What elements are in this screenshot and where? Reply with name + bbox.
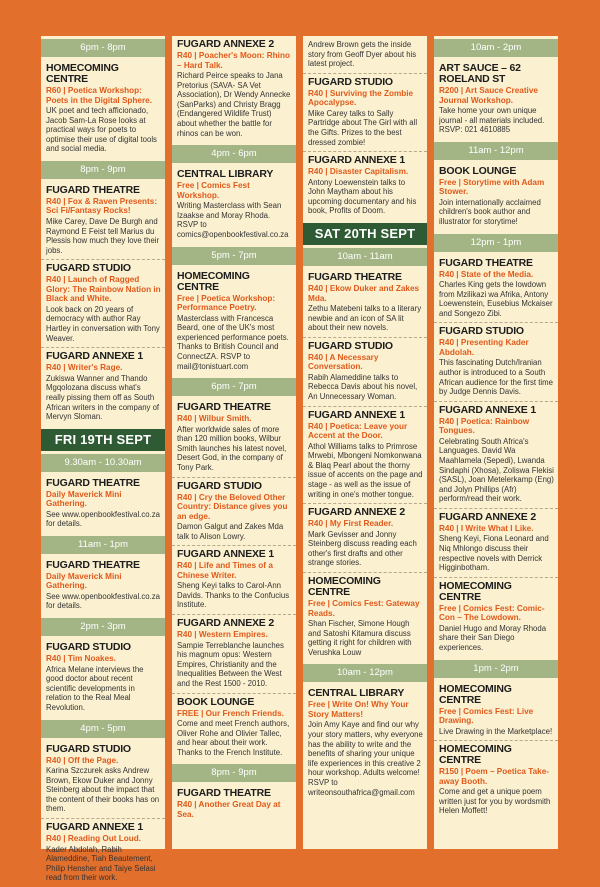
event-venue: HOMECOMING CENTRE [439, 743, 512, 767]
event-listing [434, 681, 558, 741]
event-venue: FUGARD STUDIO [308, 75, 393, 88]
event-venue: FUGARD ANNEXE 1 [308, 154, 405, 167]
event-listing [41, 60, 165, 158]
event-venue: FUGARD THEATRE [46, 183, 140, 196]
event-description: This fascinating Dutch/Iranian author is introduced to a South African audience for the first time by Judge Dennis Davis. [439, 358, 553, 397]
event-venue: FUGARD ANNEXE 2 [177, 617, 274, 630]
event-title: Free | Comics Fest Workshop. [177, 181, 250, 200]
event-listing [303, 406, 427, 504]
event-title: Free | Comics Fest: Gateway Reads. [308, 599, 420, 618]
event-description: Karina Szczurek asks Andrew Brown, Ekow Duker and Jonny Steinberg about the impact that the content of their books has on them. [46, 766, 160, 814]
time-slot-header: 2pm - 3pm [41, 618, 165, 636]
event-description: Charles King gets the lowdown from Mzilikazi wa Afrika, Antony Loewenstein, Eusebius Mckaiser and Songezo Zibi. [439, 280, 553, 318]
event-title: FREE | Our French Friends. [177, 708, 284, 718]
event-description: Writing Masterclass with Sean Izaakse and Moray Rhoda. RSVP to comics@openbookfestival.co.za [177, 201, 289, 239]
time-slot-header: 11am - 1pm [41, 536, 165, 554]
day-header: FRI 19TH SEPT [41, 429, 165, 451]
event-listing [41, 557, 165, 615]
event-title: R40 | Another Great Day at Sea. [177, 800, 281, 819]
event-title: R40 | Presenting Kader Abdolah. [439, 338, 529, 357]
event-listing [303, 503, 427, 572]
event-venue: FUGARD STUDIO [46, 742, 131, 755]
event-listing [303, 337, 427, 406]
event-description: Mike Carey, Dave De Burgh and Raymond E Feist tell Marius du Plessis how much they love their jobs. [46, 216, 160, 255]
event-venue: ART SAUCE – 62 ROELAND ST [439, 62, 521, 85]
event-listing [434, 322, 558, 400]
event-title: R40 | Fox & Raven Presents: Sci Fi/Fantasy Rocks! [46, 196, 158, 216]
event-listing [434, 401, 558, 508]
time-slot-header: 10am - 12pm [303, 664, 427, 682]
time-slot-header: 10am - 2pm [434, 39, 558, 57]
time-slot-header: 10am - 11am [303, 248, 427, 266]
event-listing [434, 60, 558, 139]
time-slot-header: 5pm - 7pm [172, 247, 296, 265]
event-listing [303, 36, 427, 73]
event-venue: FUGARD STUDIO [439, 325, 524, 338]
event-listing [41, 818, 165, 887]
event-description: Sheng Keyi, Fiona Leonard and Niq Mhlongo discuss their respective novels with Derrick Higginbotham. [439, 534, 549, 573]
event-venue: FUGARD ANNEXE 1 [46, 821, 143, 833]
event-description: Come and meet French authors, Oliver Rohe and Olivier Tallec, and hear about their work. Thanks to the French Institute. [177, 719, 290, 757]
event-listing [172, 614, 296, 692]
event-title: R40 | Cry the Beloved Other Country: Distance gives you an edge. [177, 492, 288, 521]
event-listing [172, 785, 296, 823]
event-title: R40 | Poetica: Rainbow Tongues. [439, 416, 530, 436]
time-slot-header: 8pm - 9pm [172, 764, 296, 782]
event-title: R40 | Western Empires. [177, 630, 268, 640]
event-title: R40 | Life and Times of a Chinese Writer. [177, 561, 273, 580]
time-slot-header: 9.30am - 10.30am [41, 454, 165, 472]
time-slot-header: 8pm - 9pm [41, 161, 165, 179]
event-description: UK poet and tech afficionado, Jacob Sam-La Rose looks at practical ways for poets to optimise their use of digital tools and social media. [46, 106, 157, 154]
event-title: Free | Comics Fest: Live Drawing. [439, 706, 534, 726]
event-title: Free | Comics Fest: Comic-Con – The Lowdown. [439, 603, 545, 623]
event-title: R40 | Tim Noakes. [46, 654, 116, 664]
event-listing [303, 572, 427, 661]
event-description: Come and get a unique poem written just for you by wordsmith Helen Moffett! [439, 787, 551, 816]
event-description: Daniel Hugo and Moray Rhoda share their San Diego experiences. [439, 623, 547, 653]
event-venue: HOMECOMING CENTRE [46, 62, 119, 85]
event-venue: FUGARD ANNEXE 2 [439, 510, 536, 523]
event-description: Andrew Brown gets the inside story from Geoff Dyer about his latest project. [308, 40, 417, 69]
event-title: R40 | A Necessary Conversation. [308, 352, 379, 372]
event-venue: FUGARD STUDIO [46, 641, 131, 654]
event-title: R200 | Art Sauce Creative Journal Workshop. [439, 86, 538, 105]
time-slot-header: 1pm - 2pm [434, 660, 558, 678]
event-listing [172, 36, 296, 142]
schedule-column-4 [434, 36, 558, 849]
event-venue: HOMECOMING CENTRE [439, 579, 512, 603]
schedule-column-1 [41, 36, 165, 883]
time-slot-header: 6pm - 8pm [41, 39, 165, 57]
event-title: R40 | My First Reader. [308, 519, 394, 529]
event-listing [434, 508, 558, 577]
event-description: See www.openbookfestival.co.za for details. [46, 591, 160, 611]
event-description: See www.openbookfestival.co.za for details. [46, 509, 160, 529]
event-venue: FUGARD ANNEXE 1 [46, 350, 143, 363]
event-venue: BOOK LOUNGE [177, 695, 255, 708]
event-description: After worldwide sales of more than 120 million books, Wilbur Smith launches his latest novel, Desert God, in the company of Tony Park. [177, 424, 287, 472]
event-listing [434, 255, 558, 323]
event-listing [172, 268, 296, 376]
time-slot-header: 6pm - 7pm [172, 378, 296, 396]
event-title: R40 | Wilbur Smith. [177, 414, 252, 424]
time-slot-header: 4pm - 6pm [172, 145, 296, 163]
event-venue: CENTRAL LIBRARY [308, 687, 405, 700]
time-slot-header: 4pm - 5pm [41, 720, 165, 738]
event-listing [303, 73, 427, 151]
event-description: Kader Abdolah, Rabih Alameddine, Tiah Beautement, Philip Hensher and Taiye Selasi read from their work. [46, 844, 156, 883]
event-description: Mike Carey talks to Sally Partridge about The Girl with all the Gifts. Prizes to the best dressed zombie! [308, 108, 418, 147]
event-title: Free | Storytime with Adam Stower. [439, 177, 545, 197]
event-venue: FUGARD THEATRE [46, 558, 140, 571]
event-venue: FUGARD THEATRE [177, 401, 271, 414]
event-title: R40 | Off the Page. [46, 755, 119, 765]
event-description: Take home your own unique journal - all materials included. RSVP: 021 4610885 [439, 106, 545, 135]
time-slot-header: 11am - 12pm [434, 142, 558, 160]
event-venue: HOMECOMING CENTRE [308, 575, 381, 599]
event-description: Rabih Alameddine talks to Rebecca Davis about his novel, An Unnecessary Woman. [308, 372, 418, 401]
event-title: R40 | Reading Out Loud. [46, 834, 142, 843]
event-listing [41, 639, 165, 716]
event-title: R40 | Poetica: Leave your Accent at the Door. [308, 421, 408, 441]
event-listing [172, 545, 296, 614]
event-venue: FUGARD THEATRE [308, 271, 402, 284]
event-listing [41, 259, 165, 347]
event-title: R150 | Poem – Poetica Take-away Booth. [439, 767, 549, 786]
event-title: R40 | Ekow Duker and Zakes Mda. [308, 284, 420, 303]
event-venue: BOOK LOUNGE [439, 164, 517, 177]
event-listing [41, 347, 165, 425]
event-title: R60 | Poetica Workshop: Poets in the Digital Sphere. [46, 86, 153, 105]
event-listing [434, 740, 558, 820]
event-venue: FUGARD THEATRE [46, 476, 140, 489]
event-listing [434, 163, 558, 231]
event-title: Free | Write On! Why Your Story Matters! [308, 700, 409, 719]
event-title: R40 | Poacher's Moon: Rhino – Hard Talk. [177, 51, 290, 70]
event-listing [172, 693, 296, 762]
schedule-column-3 [303, 36, 427, 849]
event-description: Join Amy Kaye and find our why your story matters, why everyone has the ability to write and the benefits of sharing your unique life experiences in this creative 2 hour workshop. Adults welcome! RSVP to writeonsouthafrica@gmail.com [308, 720, 423, 797]
event-description: Live Drawing in the Marketplace! [439, 726, 553, 736]
event-description: Shan Fischer, Simone Hough and Satoshi Kitamura discuss getting it right for children with Verushka Louw [308, 619, 412, 657]
event-title: Daily Maverick Mini Gathering. [46, 489, 122, 509]
event-venue: FUGARD ANNEXE 1 [439, 403, 536, 416]
event-description: Sheng Keyi talks to Carol-Ann Davids. Thanks to the Confucius Institute. [177, 581, 290, 610]
event-description: Sampie Terreblanche launches his magnum opus: Western Empires, Christianity and the Inequalities Between the West and the Rest 1500 - 2010. [177, 640, 284, 688]
event-listing [172, 166, 296, 243]
event-description: Masterclass with Francesca Beard, one of the UK's most experienced performance poets. Thanks to British Council and ConnectZA. RSVP to mail@tonistuart.com [177, 313, 289, 371]
event-listing [303, 269, 427, 337]
event-listing [303, 685, 427, 801]
event-description: Richard Peirce speaks to Jana Pretorius (SAVA- SA Vet Association), Dr Wendy Annecke (SanParks) and Christy Bragg (Endangered Wildlife Trust) about whether the battle for rhinos can be won. [177, 71, 291, 138]
event-description: Celebrating South Africa's Languages. David Wa Maahlamela (Sepedi), Lwanda Sindaphi (Xhosa), Zoliswa Flekisi (SASL), Joan Metelerkamp (Eng) and Jolyn Phillips (Afr) perform/read their work. [439, 436, 554, 504]
event-venue: FUGARD ANNEXE 2 [308, 506, 405, 519]
event-listing [41, 182, 165, 259]
event-venue: FUGARD STUDIO [308, 339, 393, 352]
event-title: R40 | I Write What I Like. [439, 523, 534, 533]
event-title: R40 | State of the Media. [439, 269, 534, 279]
event-description: Mark Gevisser and Jonny Steinberg discuss reading each other's first drafts and other strange stories. [308, 529, 417, 568]
event-venue: FUGARD THEATRE [439, 256, 533, 269]
event-description: Athol Williams talks to Primrose Mrwebi, Mbongeni Nomkonwana & Blaq Pearl about the thorny issue of accents on the page and stage - as well as the issue of writing in one's mother tongue. [308, 441, 423, 499]
event-venue: FUGARD STUDIO [177, 479, 262, 492]
event-description: Antony Loewenstein talks to John Maytham about his upcoming documentary and his book, Profits of Doom. [308, 177, 417, 216]
event-title: Free | Poetica Workshop: Performance Poetry. [177, 293, 276, 313]
event-description: Join internationally acclaimed children's book author and illustrator for storytime! [439, 197, 541, 226]
event-venue: HOMECOMING CENTRE [177, 269, 250, 293]
event-listing [434, 577, 558, 657]
event-venue: FUGARD STUDIO [46, 262, 131, 275]
event-venue: FUGARD THEATRE [177, 787, 271, 800]
event-listing [172, 477, 296, 546]
event-title: R40 | Launch of Ragged Glory: The Rainbow Nation in Black and White. [46, 275, 161, 304]
event-listing [41, 741, 165, 818]
event-description: Zukiswa Wanner and Thando Mgqolozana discuss what's really pissing them off as South African writers in the company of Mervyn Sloman. [46, 373, 160, 422]
event-venue: HOMECOMING CENTRE [439, 682, 512, 706]
event-title: R40 | Disaster Capitalism. [308, 167, 409, 177]
event-venue: FUGARD ANNEXE 1 [177, 548, 274, 561]
event-description: Damon Galgut and Zakes Mda talk to Alison Lowry. [177, 522, 284, 541]
event-venue: CENTRAL LIBRARY [177, 168, 274, 181]
event-description: Look back on 20 years of democracy with author Ray Hartley in conversation with Tony Weaver. [46, 304, 160, 343]
time-slot-header: 12pm - 1pm [434, 234, 558, 252]
event-venue: FUGARD ANNEXE 1 [308, 408, 405, 421]
event-listing [41, 475, 165, 533]
event-venue: FUGARD ANNEXE 2 [177, 38, 274, 50]
day-header: SAT 20TH SEPT [303, 223, 427, 245]
event-title: Daily Maverick Mini Gathering. [46, 571, 122, 591]
event-description: Zethu Matebeni talks to a literary newbie and an icon of SA lit about their new novels. [308, 304, 422, 333]
event-title: R40 | Writer's Rage. [46, 363, 123, 373]
event-title: R40 | Surviving the Zombie Apocalypse. [308, 88, 414, 108]
event-description: Africa Melane interviews the good doctor about recent scientific developments in relation to the Real Meal Revolution. [46, 664, 144, 712]
event-listing [172, 399, 296, 476]
event-listing [303, 151, 427, 220]
schedule-column-2 [172, 36, 296, 849]
